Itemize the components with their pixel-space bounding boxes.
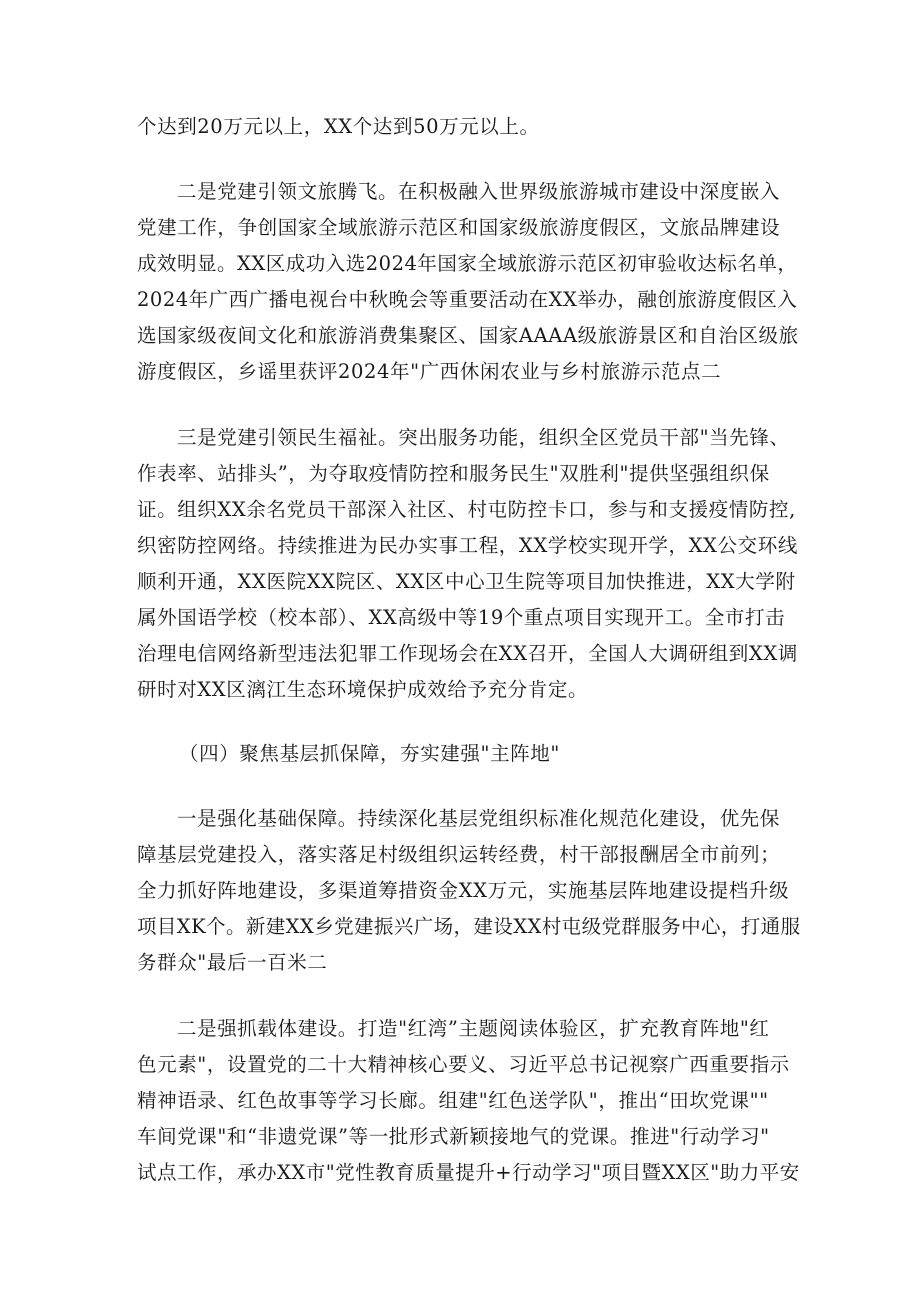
text-line: 治理电信网络新型违法犯罪工作现场会在XX召开，全国人大调研组到XX调 xyxy=(137,642,798,665)
paragraph-first-line: 一是强化基础保障。持续深化基层党组织标准化规范化建设，优先保 xyxy=(177,807,781,830)
paragraph-first-line: 二是强抓载体建设。打造"红湾”主题阅读体验区，扩充教育阵地"红 xyxy=(177,1017,770,1040)
text-line: 车间党课"和“非遗党课”等一批形式新颖接地气的党课。推进"行动学习" xyxy=(137,1125,770,1148)
text-line: 党建工作，争创国家全域旅游示范区和国家级旅游度假区，文旅品牌建设 xyxy=(137,216,781,239)
section-heading: （四）聚焦基层抓保障，夯实建强"主阵地" xyxy=(179,742,560,765)
paragraph-first-line: 三是党建引领民生福祉。突出服务功能，组织全区党员干部"当先锋、 xyxy=(177,426,790,449)
text-line: 全力抓好阵地建设，多渠道筹措资金XX万元，实施基层阵地建设提档升级 xyxy=(137,879,790,902)
text-line: 选国家级夜间文化和旅游消费集聚区、国家AAAA级旅游景区和自治区级旅 xyxy=(137,324,799,347)
text-line: 顺利开通，XX医院XX院区、XX区中心卫生院等项目加快推进，XX大学附 xyxy=(137,570,796,593)
text-line: 务群众"最后一百米二 xyxy=(137,951,328,974)
text-line: 成效明显。XX区成功入选2024年国家全域旅游示范区初审验收达标名单， xyxy=(137,252,798,275)
text-line: 色元素"，设置党的二十大精神核心要义、习近平总书记视察广西重要指示 xyxy=(137,1053,790,1076)
text-line: 项目XK个。新建XX乡党建振兴广场，建设XX村屯级党群服务中心，打通服 xyxy=(137,915,801,938)
text-line: 2024年广西广播电视台中秋晚会等重要活动在XX举办，融创旅游度假区入 xyxy=(137,288,798,311)
text-line: 研时对XX区漓江生态环境保护成效给予充分肯定。 xyxy=(137,678,589,701)
text-line: 织密防控网络。持续推进为民办实事工程，XX学校实现开学，XX公交环线 xyxy=(137,534,798,557)
text-line: 试点工作，承办XX市"党性教育质量提升+行动学习"项目暨XX区"助力平安 xyxy=(137,1161,800,1184)
text-line: 个达到20万元以上，XX个达到50万元以上。 xyxy=(137,115,540,138)
paragraph-first-line: 二是党建引领文旅腾飞。在积极融入世界级旅游城市建设中深度嵌入 xyxy=(177,180,781,203)
text-line: 作表率、站排头”，为夺取疫情防控和服务民生"双胜利"提供坚强组织保 xyxy=(137,462,770,485)
text-line: 精神语录、红色故事等学习长廊。组建"红色送学队"，推出“田坎党课"" xyxy=(137,1089,769,1112)
text-line: 证。组织XX余名党员干部深入社区、村屯防控卡口，参与和支援疫情防控, xyxy=(137,498,796,521)
text-line: 障基层党建投入，落实落足村级组织运转经费，村干部报酬居全市前列； xyxy=(137,843,781,866)
text-line: 游度假区，乡谣里获评2024年"广西休闲农业与乡村旅游示范点二 xyxy=(137,360,722,383)
text-line: 属外国语学校（校本部）、XX高级中等19个重点项目实现开工。全市打击 xyxy=(137,606,786,629)
